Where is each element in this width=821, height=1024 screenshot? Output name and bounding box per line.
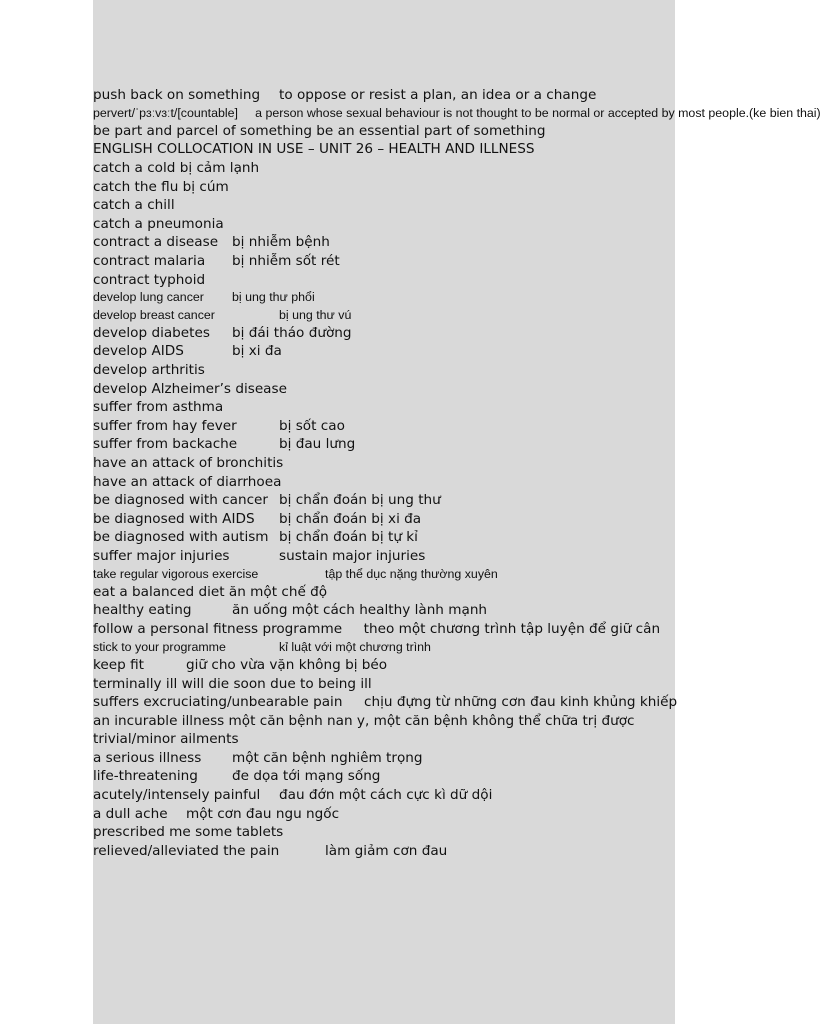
list-item: [93, 675, 675, 694]
list-item: [93, 324, 675, 343]
list-item: [93, 805, 675, 824]
entry-text: an incurable illness một căn bệnh nan y, một căn bệnh không thể chữa trị được: [93, 712, 635, 729]
list-item: [93, 583, 675, 602]
entry-term: be diagnosed with autism: [93, 529, 269, 546]
list-item: [93, 105, 821, 122]
entry-term: contract malaria: [93, 253, 206, 270]
list-item: [93, 601, 675, 620]
entry-text: prescribed me some tablets: [93, 824, 284, 841]
entry-term: keep fit: [93, 656, 144, 673]
list-item: [93, 380, 675, 399]
entry-term: develop breast cancer: [93, 307, 215, 322]
entry-term: suffer major injuries: [93, 547, 230, 564]
entry-term: take regular vigorous exercise: [93, 566, 259, 581]
list-item: [93, 196, 675, 215]
list-item: [93, 159, 675, 178]
entry-term: contract a disease: [93, 234, 219, 251]
vocabulary-list: [93, 86, 821, 860]
list-item: [93, 435, 675, 454]
list-item: [93, 786, 675, 805]
list-item: [93, 656, 675, 675]
entry-meaning: bị sốt cao: [279, 417, 345, 434]
list-item: [93, 398, 675, 417]
entry-text: catch a pneumonia: [93, 215, 224, 232]
unit-heading: [93, 140, 675, 159]
entry-term: develop AIDS: [93, 343, 184, 360]
entry-meaning: bị ung thư phổi: [232, 290, 315, 305]
heading-text: ENGLISH COLLOCATION IN USE – UNIT 26 – HEALTH AND ILLNESS: [93, 141, 535, 158]
entry-term: be diagnosed with AIDS: [93, 510, 255, 527]
list-item: [93, 86, 675, 105]
list-item: [93, 178, 675, 197]
entry-term: acutely/intensely painful: [93, 787, 261, 804]
list-item: [93, 620, 675, 639]
entry-meaning: đe dọa tới mạng sống: [232, 768, 381, 785]
entry-term: relieved/alleviated the pain: [93, 842, 280, 859]
entry-meaning: bị nhiễm sốt rét: [232, 253, 340, 270]
entry-term: develop lung cancer: [93, 290, 204, 305]
entry-meaning: bị xi đa: [232, 343, 282, 360]
entry-text: develop arthritis: [93, 362, 205, 379]
entry-meaning: bị chẩn đoán bị xi đa: [279, 510, 422, 527]
list-item: [93, 639, 675, 656]
entry-term: suffer from hay fever: [93, 417, 237, 434]
list-item: [93, 361, 675, 380]
entry-meaning: đau đớn một cách cực kì dữ dội: [279, 787, 493, 804]
entry-term: life-threatening: [93, 768, 198, 785]
list-item: [93, 823, 675, 842]
entry-term: push back on something: [93, 87, 261, 103]
entry-meaning: làm giảm cơn đau: [325, 842, 448, 859]
entry-text: catch a cold bị cảm lạnh: [93, 160, 260, 177]
list-item: [93, 122, 675, 141]
list-item: [93, 693, 678, 712]
entry-meaning: bị đau lưng: [279, 436, 356, 453]
list-item: [93, 473, 675, 492]
entry-text: suffers excruciating/unbearable pain chịu đựng từ những cơn đau kinh khủng khiếp: [93, 694, 678, 711]
list-item: [93, 342, 675, 361]
entry-text: have an attack of bronchitis: [93, 454, 284, 471]
entry-term: develop diabetes: [93, 324, 210, 341]
entry-text: terminally ill will die soon due to being ill: [93, 675, 372, 692]
list-item: [93, 215, 675, 234]
entry-text: have an attack of diarrhoea: [93, 473, 282, 490]
entry-meaning: sustain major injuries: [279, 547, 426, 564]
list-item: [93, 307, 675, 324]
list-item: [93, 252, 675, 271]
entry-meaning: ăn uống một cách healthy lành mạnh: [232, 602, 488, 619]
entry-text: eat a balanced diet ăn một chế độ: [93, 583, 328, 600]
list-item: [93, 491, 675, 510]
entry-term: healthy eating: [93, 602, 192, 619]
entry-text: trivial/minor ailments: [93, 731, 239, 748]
entry-term: be diagnosed with cancer: [93, 492, 269, 509]
list-item: [93, 510, 675, 529]
list-item: [93, 528, 675, 547]
list-item: [93, 767, 675, 786]
entry-meaning: bị chẩn đoán bị tự kỉ: [279, 529, 418, 546]
entry-meaning: một căn bệnh nghiêm trọng: [232, 749, 423, 766]
list-item: [93, 842, 675, 861]
entry-meaning: một cơn đau ngu ngốc: [186, 805, 340, 822]
entry-text: follow a personal fitness programme theo một chương trình tập luyện để giữ cân: [93, 621, 661, 638]
entry-term: a dull ache: [93, 805, 168, 822]
document-page: [93, 0, 821, 1024]
list-item: [93, 454, 675, 473]
entry-term: a serious illness: [93, 749, 202, 766]
entry-text: catch the flu bị cúm: [93, 178, 229, 195]
entry-meaning: bị nhiễm bệnh: [232, 234, 330, 251]
entry-text: suffer from asthma: [93, 399, 224, 416]
entry-meaning: kỉ luật với một chương trình: [279, 639, 431, 654]
entry-term: suffer from backache: [93, 436, 238, 453]
entry-text: contract typhoid: [93, 271, 206, 288]
entry-meaning: tập thể dục nặng thường xuyên: [325, 566, 498, 581]
entry-meaning: to oppose or resist a plan, an idea or a change: [279, 87, 597, 103]
entry-text: develop Alzheimer’s disease: [93, 380, 287, 397]
list-item: [93, 730, 675, 749]
list-item: [93, 289, 675, 306]
entry-meaning: bị đái tháo đường: [232, 324, 352, 341]
list-item: [93, 547, 675, 566]
entry-meaning: giữ cho vừa vặn không bị béo: [186, 656, 388, 673]
entry-term: stick to your programme: [93, 639, 226, 654]
list-item: [93, 712, 675, 731]
entry-text: catch a chill: [93, 197, 175, 214]
list-item: [93, 749, 675, 768]
entry-text: pervert/ˈpɜːvɜːt/[countable] a person whose sexual behaviour is not thought to be normal or accepted by most people.(ke bien thai): [93, 105, 821, 120]
list-item: [93, 233, 675, 252]
entry-text: be part and parcel of something be an essential part of something: [93, 122, 546, 139]
list-item: [93, 271, 675, 290]
entry-meaning: bị ung thư vú: [279, 307, 352, 322]
entry-meaning: bị chẩn đoán bị ung thư: [279, 492, 441, 509]
list-item: [93, 417, 675, 436]
list-item: [93, 566, 675, 583]
